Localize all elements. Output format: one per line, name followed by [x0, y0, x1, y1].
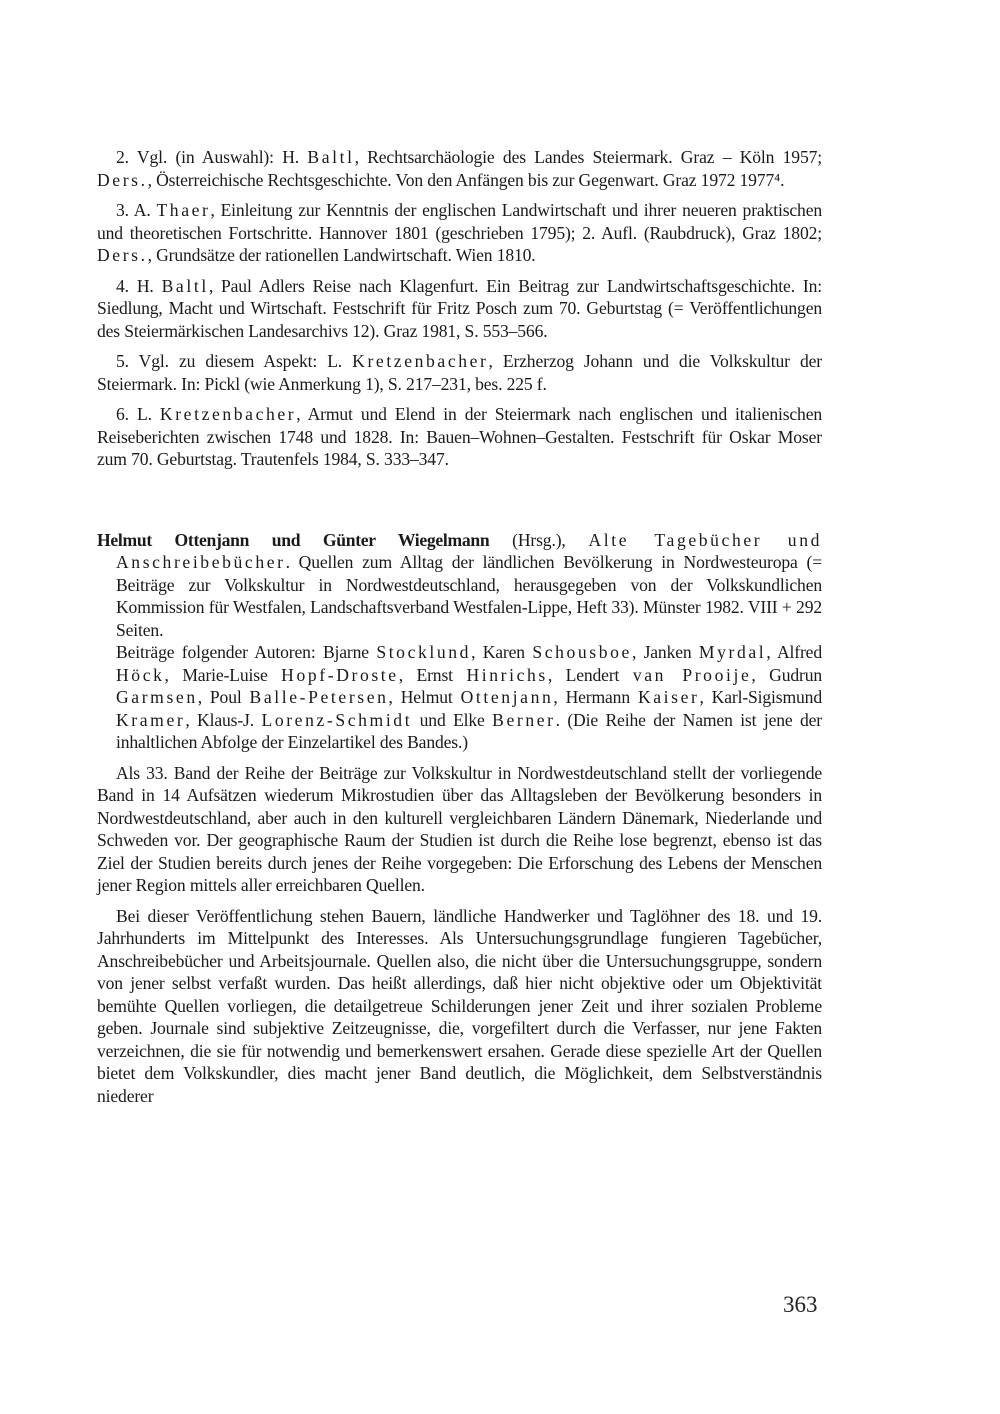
author-last-name: Hopf-Droste — [281, 664, 399, 685]
author-last-name: Garmsen — [116, 687, 198, 707]
review-authors-note: . (Die Reihe der Namen ist jene der inhaltlichen Abfolge der Einzelartikel des Bandes.) — [116, 709, 823, 752]
author-first-name: Elke — [453, 709, 493, 730]
author-first-name: Gudrun — [769, 664, 823, 685]
author-last-name: Balle-Petersen — [249, 687, 389, 707]
footnote-number: 2. — [116, 147, 129, 167]
page-content — [97, 146, 822, 1107]
review-paragraph: Als 33. Band der Reihe der Beiträge zur Volkskultur in Nordwestdeutschland stellt der vorliegende Band in 14 Aufsätzen wiederum Mikrostudien über das Alltagsleben der Bevölkerung besonders in Nordwestdeutschland, aber auch in den kulturell vergleichbaren Ländern Dänemark, Niederlande und Schweden vor. Der geographische Raum der Studien ist durch die Reihe lose begrenzt, ebenso ist das Ziel der Studien bereits durch jenes der Reihe vorgegeben: Die Erforschung des Lebens der Menschen jener Region mittels aller erreichbaren Quellen. — [97, 762, 822, 895]
author-first-name: Helmut — [400, 687, 461, 707]
author-first-name: Klaus-J. — [197, 709, 262, 730]
author-first-name: Karen — [482, 642, 533, 662]
footnote-text: H. — [128, 275, 162, 296]
footnote-text: , Einleitung zur Kenntnis der englischen Landwirtschaft und ihrer neueren praktischen und theoretischen Fortschritte. Hannover 1801 (geschrieben 1795); 2. Aufl. (Raubdruck), Graz 1802; — [97, 200, 822, 243]
author-first-name: Lendert — [565, 664, 633, 685]
author-first-name: Marie-Luise — [182, 664, 282, 685]
footnote-text: L. — [128, 404, 160, 424]
footnote-text: , Grundsätze der rationellen Landwirtschaft. Wien 1810. — [147, 245, 536, 265]
footnote-number: 4. — [116, 275, 129, 296]
author-first-name: Alfred — [776, 642, 822, 662]
author-first-name: Poul — [209, 687, 250, 707]
author-last-name: Myrdal — [698, 642, 767, 662]
footnote-text: Vgl. (in Auswahl): H. — [128, 147, 308, 167]
author-last-name: Kaiser — [637, 687, 700, 707]
footnote-text: , Armut und Elend in der Steiermark nach englischen und italienischen Reiseberichten zwischen 1748 und 1828. In: Bauen–Wohnen–Gestalten. Festschrift für Oskar Moser zum 70. Geburtstag. Trautenfels 1984, S. 333–347. — [97, 404, 823, 469]
review-bibliography: . Quellen zum Alltag der ländlichen Bevölkerung in Nordwesteuropa (= Beiträge zur Volkskultur in Nordwestdeutschland, herausgegeben von der Volkskundlichen Kommission für Westfalen, Landschaftsverband Westfalen-Lippe, Heft 33). Münster 1982. VIII + 292 Seiten. — [116, 552, 822, 640]
footnote-4 — [97, 275, 822, 343]
author-first-name: Janken — [643, 642, 699, 662]
author-name: Kretzenbacher — [352, 351, 489, 371]
author-last-name: Berner — [492, 709, 556, 730]
author-name: Thaer — [156, 200, 211, 220]
review-authors-intro: Beiträge folgender Autoren: — [116, 642, 323, 662]
footnote-number: 5. — [116, 351, 129, 371]
author-first-name: Karl-Sigismund — [711, 687, 822, 707]
footnote-text: , Rechtsarchäologie des Landes Steiermark. Graz – Köln 1957; — [354, 147, 822, 167]
review-header — [97, 529, 822, 754]
footnote-text: , Erzherzog Johann und die Volkskultur der Steiermark. In: Pickl (wie Anmerkung 1), S. 217–231, bes. 225 f. — [97, 351, 822, 394]
author-first-name: Bjarne — [322, 642, 377, 662]
footnote-text: , Paul Adlers Reise nach Klagenfurt. Ein Beitrag zur Landwirtschaftsgeschichte. In: Siedlung, Macht und Wirtschaft. Festschrift für Fritz Posch zum 70. Geburtstag (= Veröffentlichungen des Steiermärkischen Landesarchivs 12). Graz 1981, S. 553–566. — [97, 275, 822, 341]
author-first-name: Hermann — [565, 687, 638, 707]
footnote-6 — [97, 403, 822, 471]
book-review — [97, 529, 822, 1108]
footnote-number: 6. — [116, 404, 129, 424]
review-authors-list: Bjarne Stocklund, Karen Schousboe, Janken Myrdal, Alfred Höck, Marie-Luise Hopf-Droste, Ernst Hinrichs, Lendert van Prooije, Gudrun Garmsen, Poul Balle-Petersen, Helmut Ottenjann, Hermann Kaiser, Karl-Sigismund Kramer, Klaus-J. Lorenz-Schmidt und Elke Berner — [116, 642, 823, 730]
author-name: Ders. — [97, 245, 148, 265]
footnotes — [97, 146, 822, 471]
footnote-3 — [97, 199, 822, 267]
author-name: Baltl — [161, 275, 209, 296]
author-last-name: Schousboe — [532, 642, 632, 662]
footnote-number: 3. — [116, 200, 129, 220]
author-first-name: Ernst — [416, 664, 467, 685]
page-number: 363 — [783, 1292, 818, 1317]
footnote-text: , Österreichische Rechtsgeschichte. Von den Anfängen bis zur Gegenwart. Graz 1972 1977⁴. — [147, 169, 785, 190]
footnote-5 — [97, 350, 822, 395]
review-paragraph: Bei dieser Veröffentlichung stehen Bauern, ländliche Handwerker und Taglöhner des 18. und 19. Jahrhunderts im Mittelpunkt des Interesses. Als Untersuchungsgrundlage fungieren Tagebücher, Anschreibebücher und Arbeitsjournale. Quellen also, die nicht über die Untersuchungsgruppe, sondern von jener selbst verfaßt wurden. Das heißt allerdings, daß hier nicht objektive oder um Objektivität bemühte Quellen vorliegen, die detailgetreue Schilderungen jener Zeit und ihrer sozialen Probleme geben. Journale sind subjektive Zeitzeugnisse, die, vorgefiltert durch die Verfasser, nur jene Fakten verzeichnen, die sie für notwendig und bemerkenswert ersahen. Gerade diese spezielle Art der Quellen bietet dem Volkskundler, dies macht jener Band deutlich, die Möglichkeit, dem Selbstverständnis niederer — [97, 905, 822, 1106]
footnote-2 — [97, 146, 822, 191]
footnote-text: A. — [128, 200, 157, 220]
author-last-name: van Prooije — [632, 664, 752, 685]
review-editors: Helmut Ottenjann und Günter Wiegelmann — [97, 529, 490, 550]
author-name: Baltl — [307, 147, 355, 167]
footnote-text: Vgl. zu diesem Aspekt: L. — [128, 351, 353, 371]
author-last-name: Kramer — [116, 709, 186, 730]
review-book-title: Alte Tagebücher und Anschreibebücher — [116, 529, 822, 572]
author-last-name: Höck — [116, 664, 165, 685]
author-last-name: Lorenz-Schmidt — [261, 709, 413, 730]
review-role: (Hrsg.), — [489, 529, 589, 550]
author-name: Ders. — [97, 169, 148, 190]
author-last-name: Hinrichs — [466, 664, 548, 685]
author-last-name: Ottenjann — [460, 687, 554, 707]
author-name: Kretzenbacher — [159, 404, 297, 424]
author-last-name: Stocklund — [376, 642, 472, 662]
